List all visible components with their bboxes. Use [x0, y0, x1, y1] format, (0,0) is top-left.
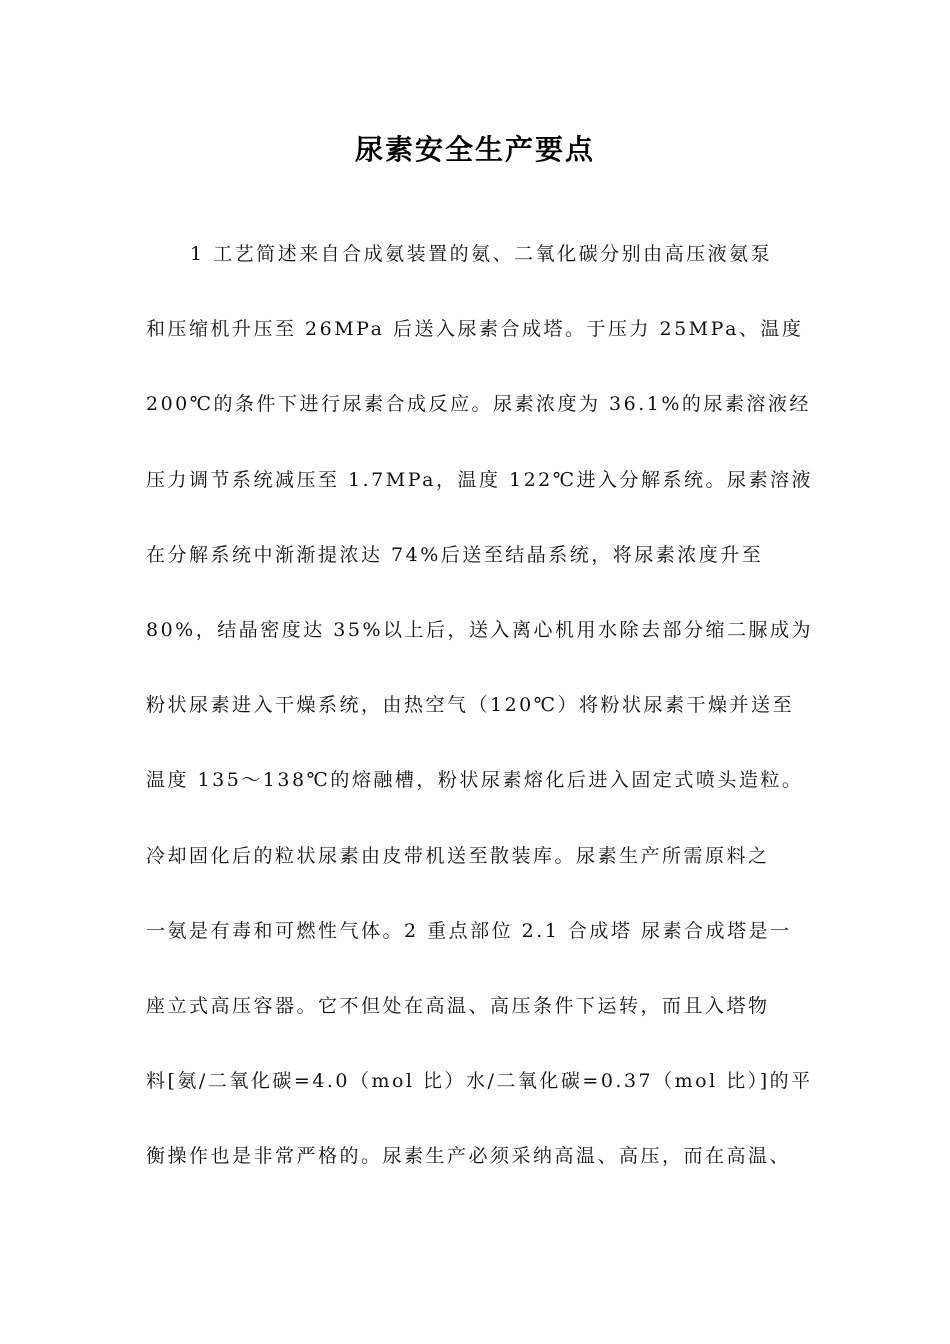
- body-line: 冷却固化后的粒状尿素由皮带机送至散装库。尿素生产所需原料之: [146, 844, 770, 867]
- body-line: 座立式高压容器。它不但处在高温、高压条件下运转，而且入塔物: [146, 994, 770, 1017]
- body-line: 和压缩机升压至 26MPa 后送入尿素合成塔。于压力 25MPa、温度: [146, 318, 804, 341]
- body-line: 粉状尿素进入干燥系统，由热空气（120℃）将粉状尿素干燥并送至: [146, 694, 795, 717]
- document-body: [146, 232, 826, 1209]
- body-line: 料[氨/二氧化碳=4.0（mol 比）水/二氧化碳=0.37（mol 比）]的平: [146, 1070, 813, 1093]
- body-line: 在分解系统中渐渐提浓达 74%后送至结晶系统，将尿素浓度升至: [146, 543, 764, 566]
- body-line: 一氨是有毒和可燃性气体。2 重点部位 2.1 合成塔 尿素合成塔是一: [146, 919, 792, 942]
- body-line: 衡操作也是非常严格的。尿素生产必须采纳高温、高压，而在高温、: [146, 1145, 792, 1168]
- body-line: 1 工艺简述来自合成氨装置的氨、二氧化碳分别由高压液氨泵: [190, 243, 773, 265]
- body-line: 温度 135～138℃的熔融槽，粉状尿素熔化后进入固定式喷头造粒。: [146, 769, 804, 792]
- body-line: 200℃的条件下进行尿素合成反应。尿素浓度为 36.1%的尿素溶液经: [146, 393, 811, 416]
- body-line: 压力调节系统减压至 1.7MPa，温度 122℃进入分解系统。尿素溶液: [146, 468, 814, 491]
- document-title: 尿素安全生产要点: [354, 133, 595, 166]
- body-line: 80%，结晶密度达 35%以上后，送入离心机用水除去部分缩二脲成为: [146, 618, 814, 641]
